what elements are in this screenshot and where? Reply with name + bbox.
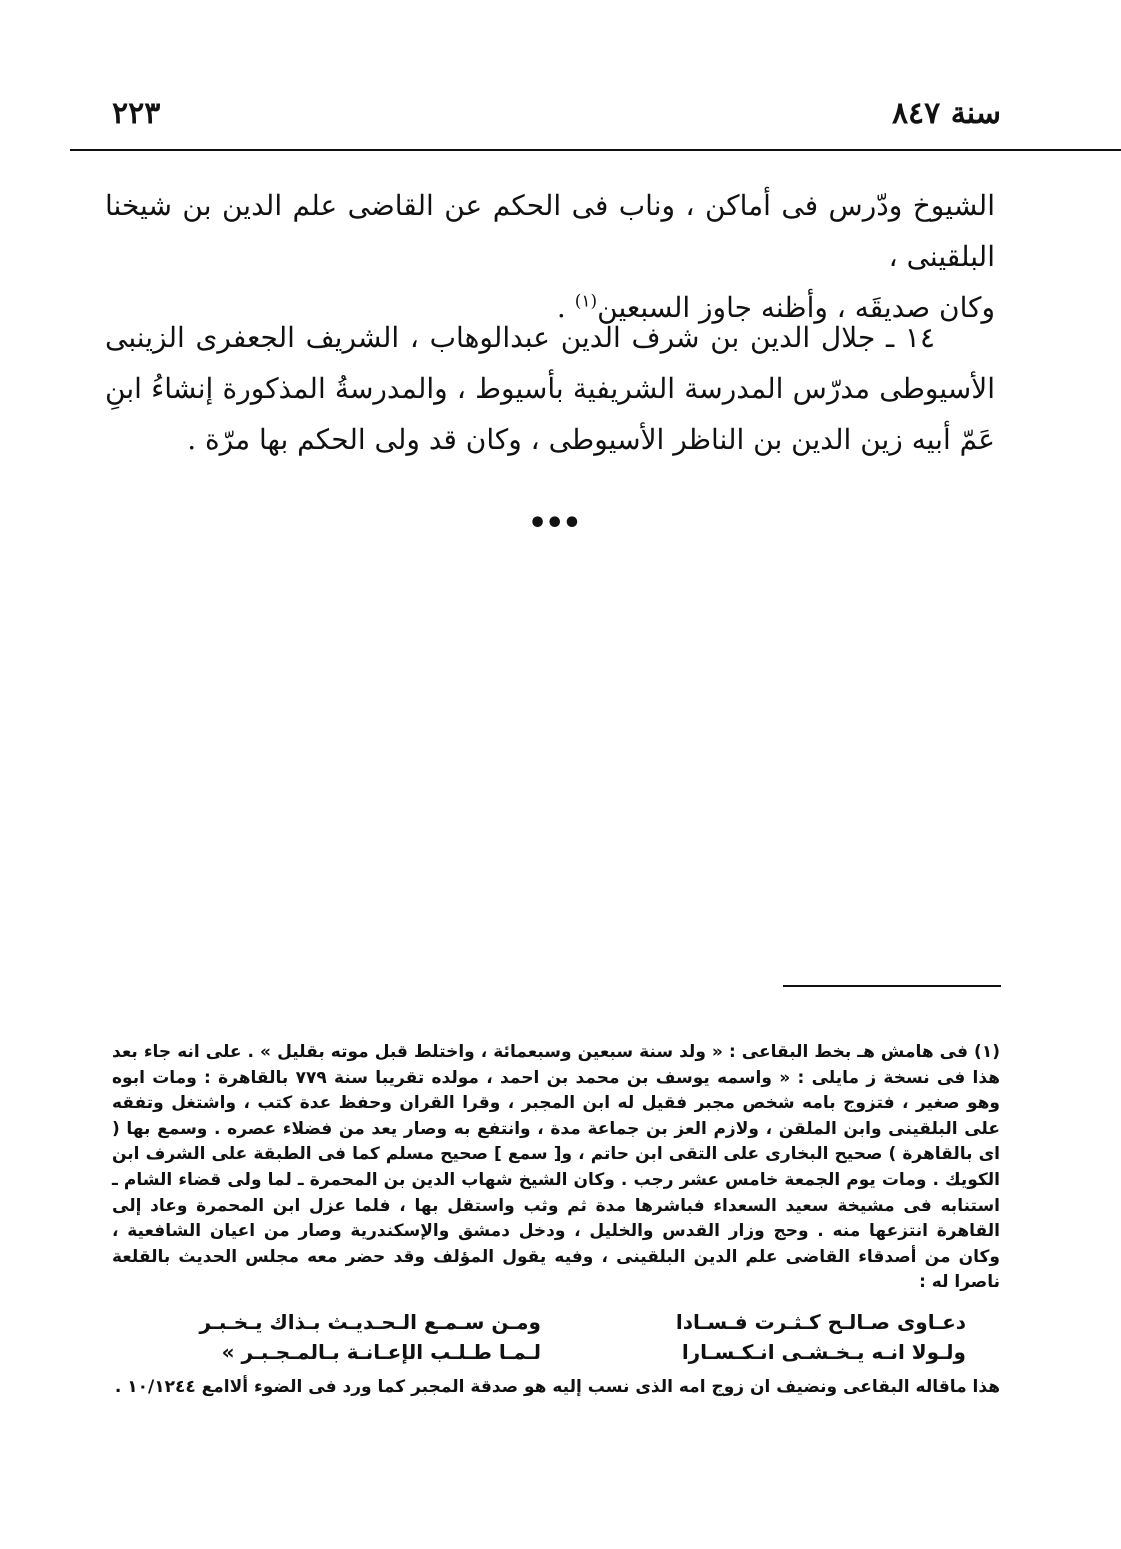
paragraph-line-end: . (556, 291, 575, 324)
paragraph-line: الشيوخ ودّرس فى أماكن ، وناب فى الحكم عن القاضى علم الدين بن شيخنا البلقينى ، (105, 189, 995, 273)
biography-text: ١٤ ـ جلال الدين بن شرف الدين عبدالوهاب ، الشريف الجعفرى الزينبى الأسيوطى مدرّس المدرسة الشريفية بأسيوط ، والمدرسةُ المذكورة إنشاءُ ابنِ عَمّ أبيه زين الدين بن الناظر الأسيوطى ، وكان قد ولى الحكم بها مرّة . (105, 321, 995, 456)
paragraph-line-text: وكان صديقَه ، وأظنه جاوز السبعين (597, 291, 995, 324)
verse-1-second-hemistich: ومـن سـمـع الـحـديـث بـذاك يـخـبـر (199, 1310, 541, 1334)
verse-2-first-hemistich: ولـولا انـه يـخـشـى انـكـسـارا (681, 1340, 966, 1364)
footnote-text: (١) فى هامش هـ بخط البقاعى : « ولد سنة سبعين وسبعمائة ، واختلط قبل موته بقليل » . على انه جاء بعد هذا فى نسخة ز مايلى : « واسمه يوسف بن محمد بن احمد ، مولده تقريبا سنة ٧٧٩ بالقاهرة : ومات ابوه وهو صغير ، فتزوج بامه شخص مجبر فقيل له ابن المجبر ، وقرا القران وحفظ عدة كتب ، واشتغل وتفقه على البلقينى وابن الملقن ، ولازم العز بن جماعة مدة ، وانتفع به وصار يعد من فضلاء عصره . وسمع بها ( اى بالقاهرة ) صحيح البخارى على التقى ابن حاتم ، و[ سمع ] صحيح مسلم كما فى الطبقة على الشرف ابن الكويك . ومات يوم الجمعة خامس عشر رجب . وكان الشيخ شهاب الدين بن المحمرة ـ لما ولى قضاء الشام ـ استنابه فى مشيخة سعيد السعداء فباشرها مدة ثم وثب واستقل بها ، فلما عزل ابن المحمرة وعاد إلى القاهرة انتزعها منه . وحج وزار القدس والخليل ، ودخل دمشق والإسكندرية وصار من اعيان الشافعية ، وكان من أصدقاء القاضى علم الدين البلقينى ، وفيه يقول المؤلف وقد حضر معه مجلس الحديث بالقلعة ناصرا له : (112, 1042, 1000, 1293)
running-header-year: سنة ٨٤٧ (891, 96, 1001, 131)
biography-entry-14 (105, 312, 995, 465)
page-number: ٢٢٣ (112, 96, 161, 131)
footnote-closing-line: هذا ماقاله البقاعى ونضيف ان زوج امه الذى نسب إليه هو صدقة المجبر كما ورد فى الضوء ألاامع ١٠/١٢٤٤ . (114, 1377, 1000, 1397)
footnote-rule (783, 985, 1001, 987)
header-rule (70, 149, 1121, 151)
section-separator: ••• (528, 506, 580, 541)
verse-1-first-hemistich: دعـاوى صـالـح كـثـرت فـسـادا (675, 1310, 966, 1334)
paragraph-continuation (105, 180, 995, 333)
verse-2-second-hemistich: لـمـا طـلـب الإعـانـة بـالمـجـبـر » (221, 1340, 541, 1364)
footnote-reference: (١) (574, 291, 598, 312)
